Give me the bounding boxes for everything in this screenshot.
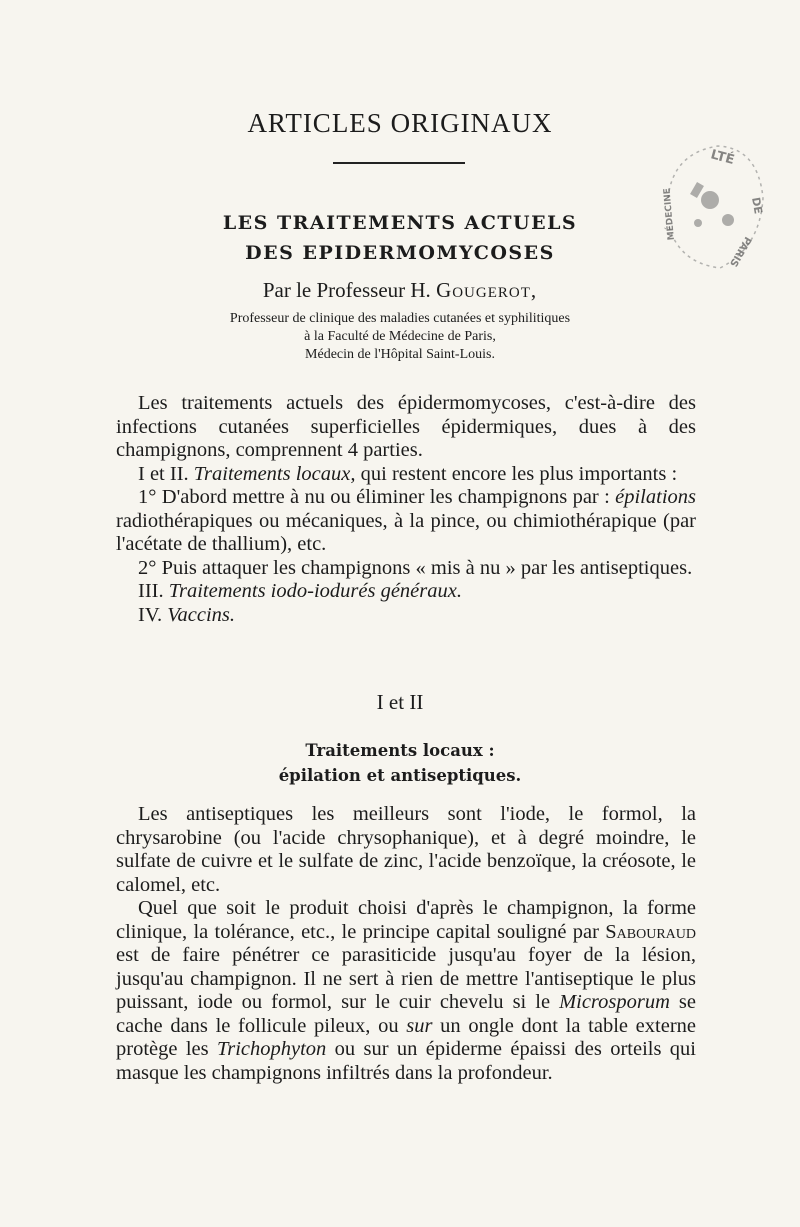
byline-prefix: Par le Professeur H. — [262, 278, 431, 302]
paragraph: Quel que soit le produit choisi d'après le champignon, la forme clinique, la tolérance, etc., le principe capital souligné par Sabouraud est de faire pénétrer ce parasiticide jusqu'au foyer de la lésion, jusqu'au champignon. Il ne sert à rien de mettre l'antiseptique le plus puissant, iode ou formol, sur le cuir chevelu si le Microsporum se cache dans le follicule pileux, ou sur un ongle dont la table externe protège les Trichophyton ou sur un épiderme épaissi des orteils qui masque les champignons infiltrés dans la profondeur. — [116, 897, 697, 1084]
section-heading: I et II — [376, 690, 424, 714]
paragraph: I et II. Traitements locaux, qui restent encore les plus importants : — [138, 462, 678, 485]
article-title-line-2: DES EPIDERMOMYCOSES — [245, 242, 555, 264]
paragraph: III. Traitements iodo-iodurés généraux. — [138, 580, 462, 602]
title-divider — [333, 162, 465, 164]
byline — [0, 278, 800, 303]
paragraph: 1° D'abord mettre à nu ou éliminer les champignons par : épilations radiothérapiques ou mécaniques, à la pince, ou chimiothérapique (par l'acétate de thallium), etc. — [116, 486, 696, 555]
paragraph: IV. Vaccins. — [138, 603, 235, 626]
affiliation-line: Médecin de l'Hôpital Saint-Louis. — [305, 347, 495, 362]
paragraph: 2° Puis attaquer les champignons « mis à nu » par les antiseptiques. — [138, 556, 693, 579]
section-subheading: Traitements locaux : épilation et antiseptiques. — [278, 741, 522, 785]
svg-text:MÉDECINE: MÉDECINE — [662, 187, 677, 241]
svg-text:LTÉ: LTÉ — [708, 147, 736, 169]
author-affiliation — [0, 310, 800, 364]
article-title-line-1: LES TRAITEMENTS ACTUELS — [222, 212, 578, 234]
paragraph: Les antiseptiques les meilleurs sont l'iode, le formol, la chrysarobine (ou l'acide chrysophanique), et à degré moindre, le sulfate de cuivre et le sulfate de zinc, l'acide benzoïque, la créosote, le calomel, etc. — [116, 803, 696, 896]
paragraph: Les traitements actuels des épidermomycoses, c'est-à-dire des infections cutanées superficielles épidermiques, dues à des champignons, comprennent 4 parties. — [116, 392, 696, 461]
introduction — [116, 392, 696, 627]
svg-text:DE: DE — [749, 196, 765, 215]
affiliation-line: Professeur de clinique des maladies cutanées et syphilitiques — [229, 311, 571, 326]
affiliation-line: à la Faculté de Médecine de Paris, — [304, 329, 496, 344]
section-body — [116, 803, 696, 1085]
article-title — [0, 208, 800, 268]
section-title: ARTICLES ORIGINAUX — [247, 108, 553, 138]
svg-text:PARIS: PARIS — [727, 234, 753, 269]
author-name: Gougerot, — [436, 278, 538, 302]
